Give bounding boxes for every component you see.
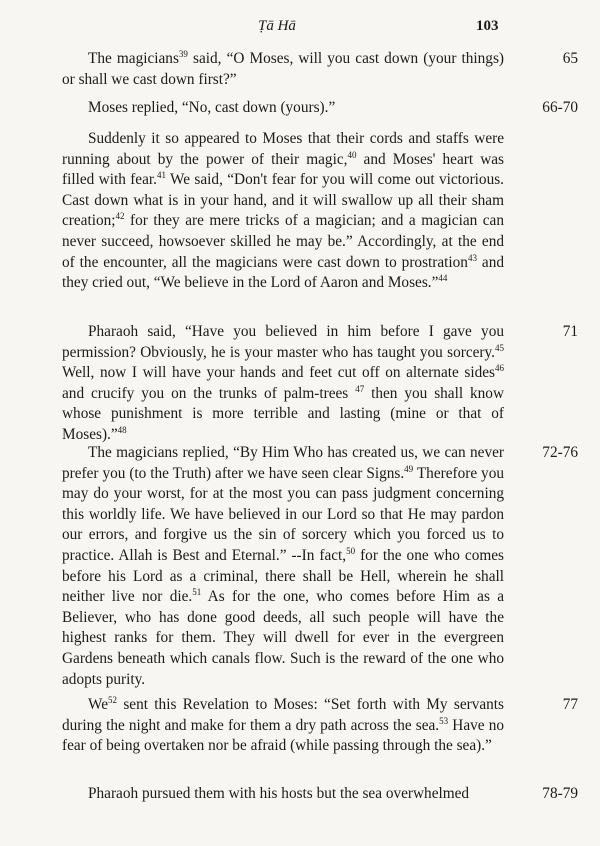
paragraph — [62, 49, 504, 90]
paragraph-text: Therefore you may do your worst, for at the most you can pass judgment concerning this worldly life. We have believed in our Lord so that He may pardon our errors, and forgive us the sin of sorcery which you forced us to practice. Allah is Best and Eternal.” --In fact, — [62, 464, 504, 564]
footnote-ref: 49 — [404, 463, 414, 474]
page-header — [0, 18, 600, 40]
footnote-ref: 52 — [108, 694, 118, 705]
footnote-ref: 41 — [156, 170, 166, 181]
paragraph-text: Well, now I will have your hands and feet cut off on alternate sides — [62, 364, 495, 382]
footnote-ref: 44 — [438, 273, 448, 284]
verse-number: 66-70 — [542, 99, 578, 116]
footnote-ref: 50 — [346, 545, 356, 556]
footnote-ref: 48 — [117, 424, 127, 435]
paragraph-text: then you shall know whose punishment is more terrible and lasting (mine or that of Moses).” — [62, 384, 505, 443]
footnote-ref: 47 — [355, 383, 365, 394]
verse-number: 72-76 — [542, 444, 578, 461]
running-title: Ṭā Hā — [258, 18, 296, 34]
paragraph-text: Pharaoh said, “Have you believed in him before I gave you permission? Obviously, he is your master who has taught you sorcery. — [62, 323, 504, 361]
footnote-ref: 53 — [439, 715, 449, 726]
paragraph-text: and Moses' heart was filled with fear. — [62, 150, 504, 189]
footnote-ref: 46 — [495, 363, 504, 374]
footnote-ref: 43 — [467, 252, 477, 263]
paragraph-text: The magicians — [88, 50, 179, 67]
verse-number: 78-79 — [542, 785, 578, 802]
page-number: 103 — [476, 18, 499, 34]
verse-number: 71 — [562, 323, 578, 340]
paragraph-text: We — [88, 696, 109, 713]
paragraph-text: sent this Revelation to Moses: “Set forth with My servants during the night and make for them a dry path across the sea. — [62, 696, 504, 734]
paragraph — [62, 129, 504, 294]
paragraph-text: The magicians replied, “By Him Who has created us, we can never prefer you (to the Truth) after we have seen clear Signs. — [62, 444, 504, 482]
paragraph-text: We said, “Don't fear for you will come out victorious. Cast down what is in your hand, and it will swallow up all their sham creation; — [62, 171, 504, 230]
paragraph-text: Suddenly it so appeared to Moses that their cords and staffs were running about by the power of their magic, — [62, 130, 504, 168]
paragraph-text: Moses replied, “No, cast down (yours).” — [88, 99, 336, 116]
paragraph-text: and they cried out, “We believe in the Lord of Aaron and Moses.” — [62, 253, 504, 292]
verse-number: 77 — [562, 696, 578, 713]
footnote-ref: 40 — [347, 149, 357, 160]
footnote-ref: 39 — [178, 48, 188, 59]
paragraph-text: and crucify you on the trunks of palm-trees — [62, 384, 356, 402]
footnote-ref: 45 — [495, 342, 504, 353]
paragraph — [62, 695, 504, 757]
footnote-ref: 51 — [192, 587, 202, 598]
verse-number: 65 — [562, 50, 578, 67]
paragraph-text: Have no fear of being overtaken nor be afraid (while passing through the sea).” — [62, 716, 504, 755]
paragraph — [62, 784, 504, 805]
paragraph — [62, 98, 504, 119]
paragraph — [62, 322, 504, 446]
paragraph-text: As for the one, who comes before Him as a Believer, who has done good deeds, all such people will have the highest ranks for them. They will dwell for ever in the evergreen Gardens beneath which canals flow. Such is the reward of the one who adopts purity. — [62, 588, 505, 688]
footnote-ref: 42 — [115, 211, 125, 222]
paragraph-text: Pharaoh pursued them with his hosts but the sea overwhelmed — [88, 785, 470, 802]
paragraph-text: for they are mere tricks of a magician; and a magician can never succeed, howsoever skilled he may be.” Accordingly, at the end of the encounter, all the magicians were cast down to prostration — [62, 212, 504, 271]
paragraph-text: said, “O Moses, will you cast down (your things) or shall we cast down first?” — [62, 50, 504, 88]
paragraph-text: for the one who comes before his Lord as a criminal, there shall be Hell, wherein he shall neither live nor die. — [62, 546, 504, 606]
paragraph — [62, 443, 504, 690]
